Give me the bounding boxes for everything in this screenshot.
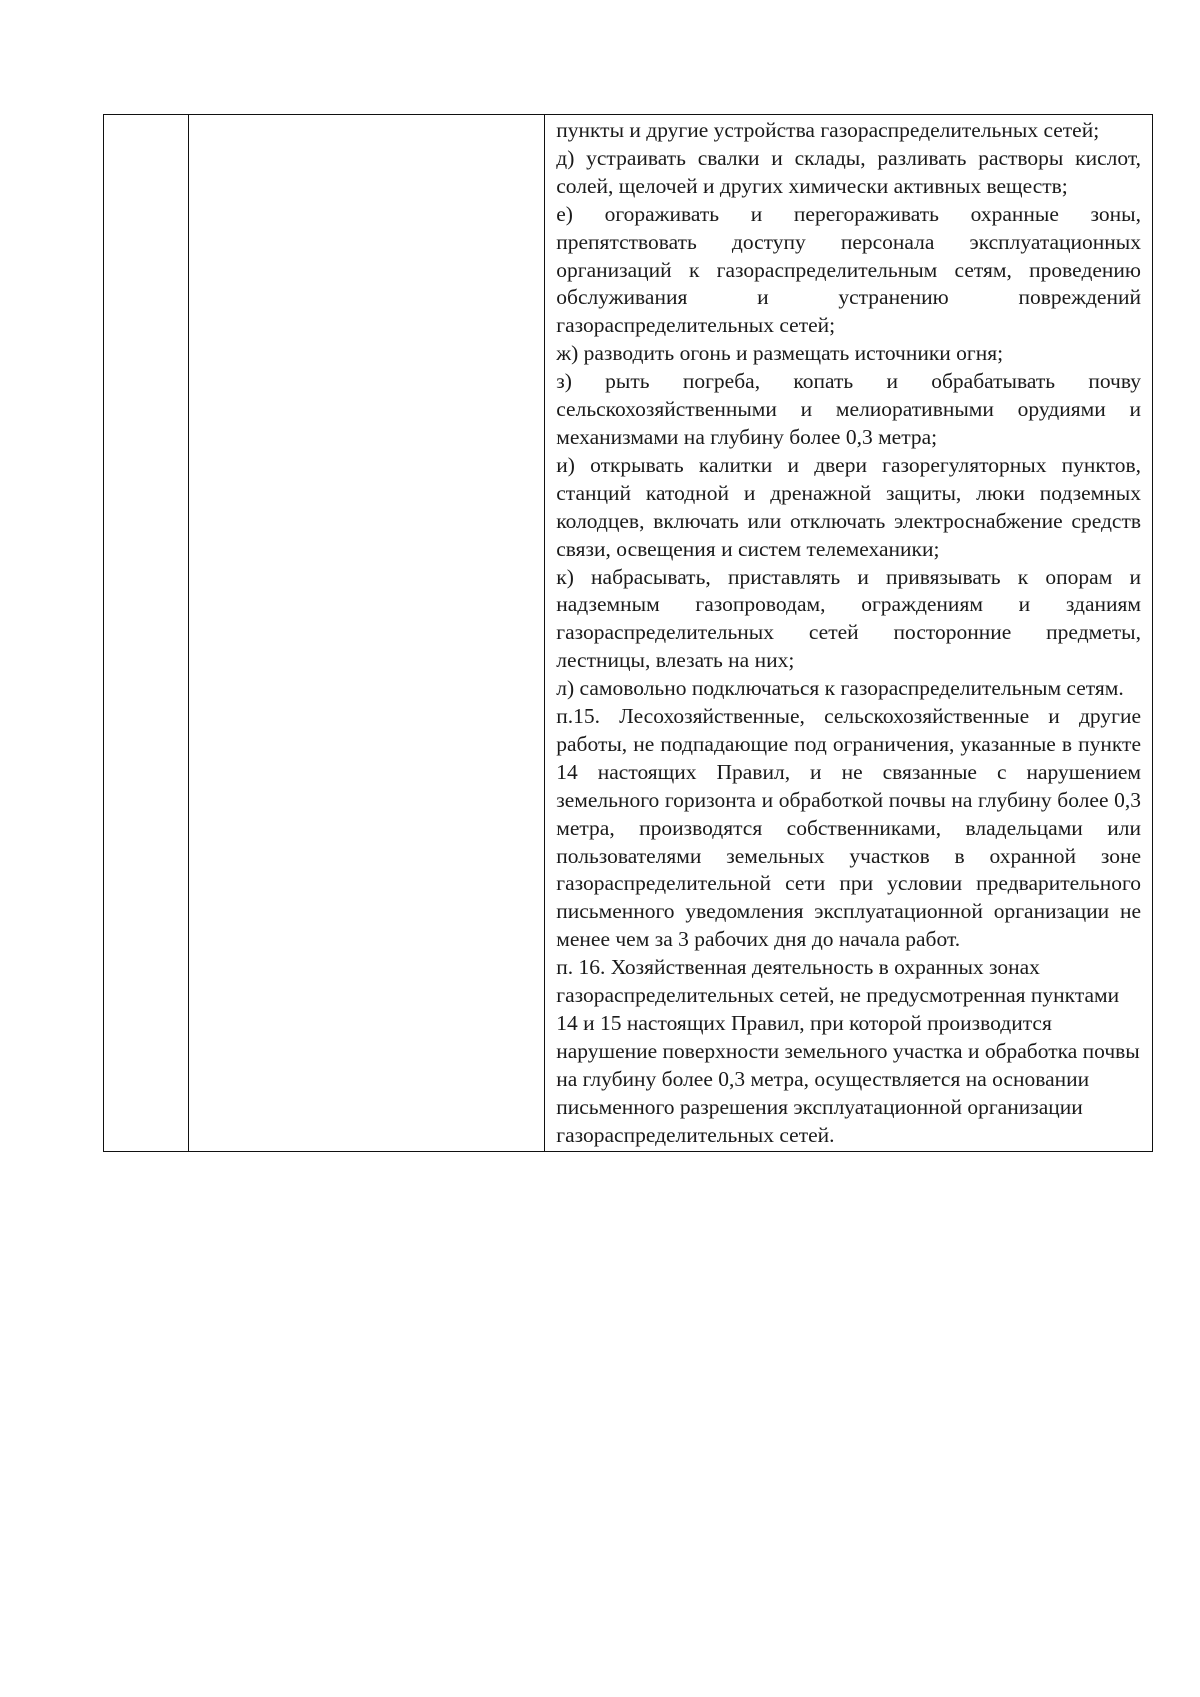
table-cell-content <box>545 115 1153 1152</box>
paragraph-10: п. 16. Хозяйственная деятельность в охранных зонах газораспределительных сетей, не предусмотренная пунктами 14 и 15 настоящих Правил, при которой производится нарушение поверхности земельного участка и обработка почвы на глубину более 0,3 метра, осуществляется на основании письменного разрешения эксплуатационной организации газораспределительных сетей. <box>556 955 1140 1147</box>
paragraph-9: п.15. Лесохозяйственные, сельскохозяйственные и другие работы, не подпадающие под ограничения, указанные в пункте 14 настоящих Правил, и не связанные с нарушением земельного горизонта и обработкой почвы на глубину более 0,3 метра, производятся собственниками, владельцами или пользователями земельных участков в охранной зоне газораспределительной сети при условии предварительного письменного уведомления эксплуатационной организации не менее чем за 3 рабочих дня до начала работ. <box>556 704 1141 952</box>
paragraph-4: ж) разводить огонь и размещать источники огня; <box>556 341 1004 366</box>
paragraph-6: и) открывать калитки и двери газорегуляторных пунктов, станций катодной и дренажной защиты, люки подземных колодцев, включать или отключать электроснабжение средств связи, освещения и систем телемеханики; <box>556 452 1141 561</box>
cell-number-text <box>104 115 188 118</box>
paragraph-3: е) огораживать и перегораживать охранные зоны, препятствовать доступу персонала эксплуатационных организаций к газораспределительным сетям, проведению обслуживания и устранению повреждений газораспределительных сетей; <box>556 201 1141 338</box>
table-cell-number <box>104 115 189 1152</box>
paragraph-8: л) самовольно подключаться к газораспределительным сетям. <box>556 676 1124 701</box>
cell-content-text <box>545 115 1152 1151</box>
cell-subject-text <box>189 115 544 118</box>
paragraph-5: з) рыть погреба, копать и обрабатывать почву сельскохозяйственными и мелиоративными орудиями и механизмами на глубину более 0,3 метра; <box>556 369 1141 449</box>
paragraph-2: д) устраивать свалки и склады, разливать растворы кислот, солей, щелочей и других химически активных веществ; <box>556 145 1141 198</box>
table-cell-subject <box>189 115 545 1152</box>
paragraph-1: пункты и другие устройства газораспределительных сетей; <box>556 118 1100 142</box>
table-row <box>104 115 1153 1152</box>
paragraph-7: к) набрасывать, приставлять и привязывать к опорам и надземным газопроводам, ограждениям и зданиям газораспределительных сетей посторонние предметы, лестницы, влезать на них; <box>556 564 1141 673</box>
document-table <box>103 114 1153 1152</box>
